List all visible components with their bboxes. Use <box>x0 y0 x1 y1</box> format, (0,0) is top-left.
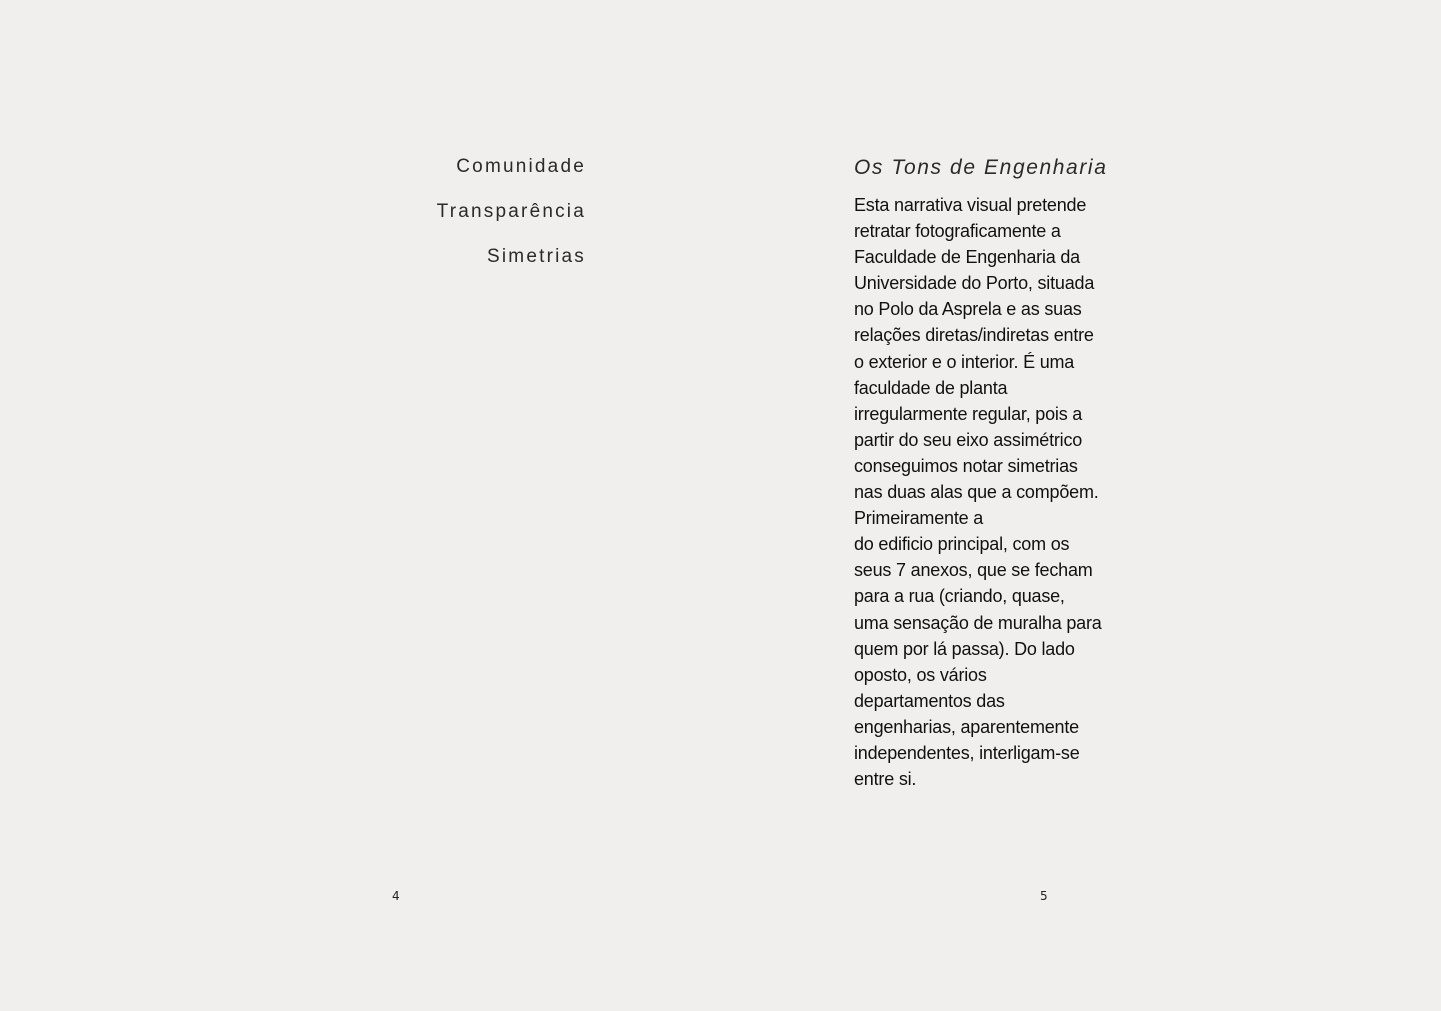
right-page <box>720 0 1441 1011</box>
body-line: retratar fotograficamente a <box>854 221 1061 242</box>
body-line: do edificio principal, com os <box>854 534 1070 555</box>
keyword-simetrias: Simetrias <box>487 246 586 267</box>
body-line: o exterior e o interior. É uma <box>854 351 1075 372</box>
body-line: relações diretas/indiretas entre <box>854 325 1094 346</box>
page-number-left: 4 <box>392 889 400 903</box>
page-number-right: 5 <box>1040 889 1048 903</box>
article-title: Os Tons de Engenharia <box>854 156 1108 179</box>
body-line: departamentos das <box>854 690 1005 711</box>
body-line: faculdade de planta <box>854 377 1008 398</box>
body-line: irregularmente regular, pois a <box>854 403 1083 424</box>
article-body <box>854 192 1134 792</box>
keyword-comunidade: Comunidade <box>456 156 586 177</box>
body-line: entre si. <box>854 769 917 790</box>
body-line: no Polo da Asprela e as suas <box>854 299 1082 320</box>
article <box>854 154 1134 792</box>
body-line: Esta narrativa visual pretende <box>854 195 1087 215</box>
body-line: nas duas alas que a compõem. <box>854 482 1099 503</box>
body-line: Universidade do Porto, situada <box>854 273 1095 294</box>
body-line: Primeiramente a <box>854 508 984 529</box>
body-line: engenharias, aparentemente <box>854 716 1079 737</box>
body-line: Faculdade de Engenharia da <box>854 247 1080 268</box>
body-line: uma sensação de muralha para <box>854 612 1102 633</box>
body-line: quem por lá passa). Do lado <box>854 638 1075 659</box>
body-line: para a rua (criando, quase, <box>854 586 1065 607</box>
left-page <box>0 0 720 1011</box>
body-line: seus 7 anexos, que se fecham <box>854 560 1093 581</box>
body-line: oposto, os vários <box>854 664 987 685</box>
body-line: conseguimos notar simetrias <box>854 455 1078 476</box>
keyword-transparencia: Transparência <box>436 201 586 222</box>
body-line: independentes, interligam-se <box>854 742 1080 763</box>
body-line: partir do seu eixo assimétrico <box>854 429 1083 450</box>
keyword-list <box>437 154 586 289</box>
